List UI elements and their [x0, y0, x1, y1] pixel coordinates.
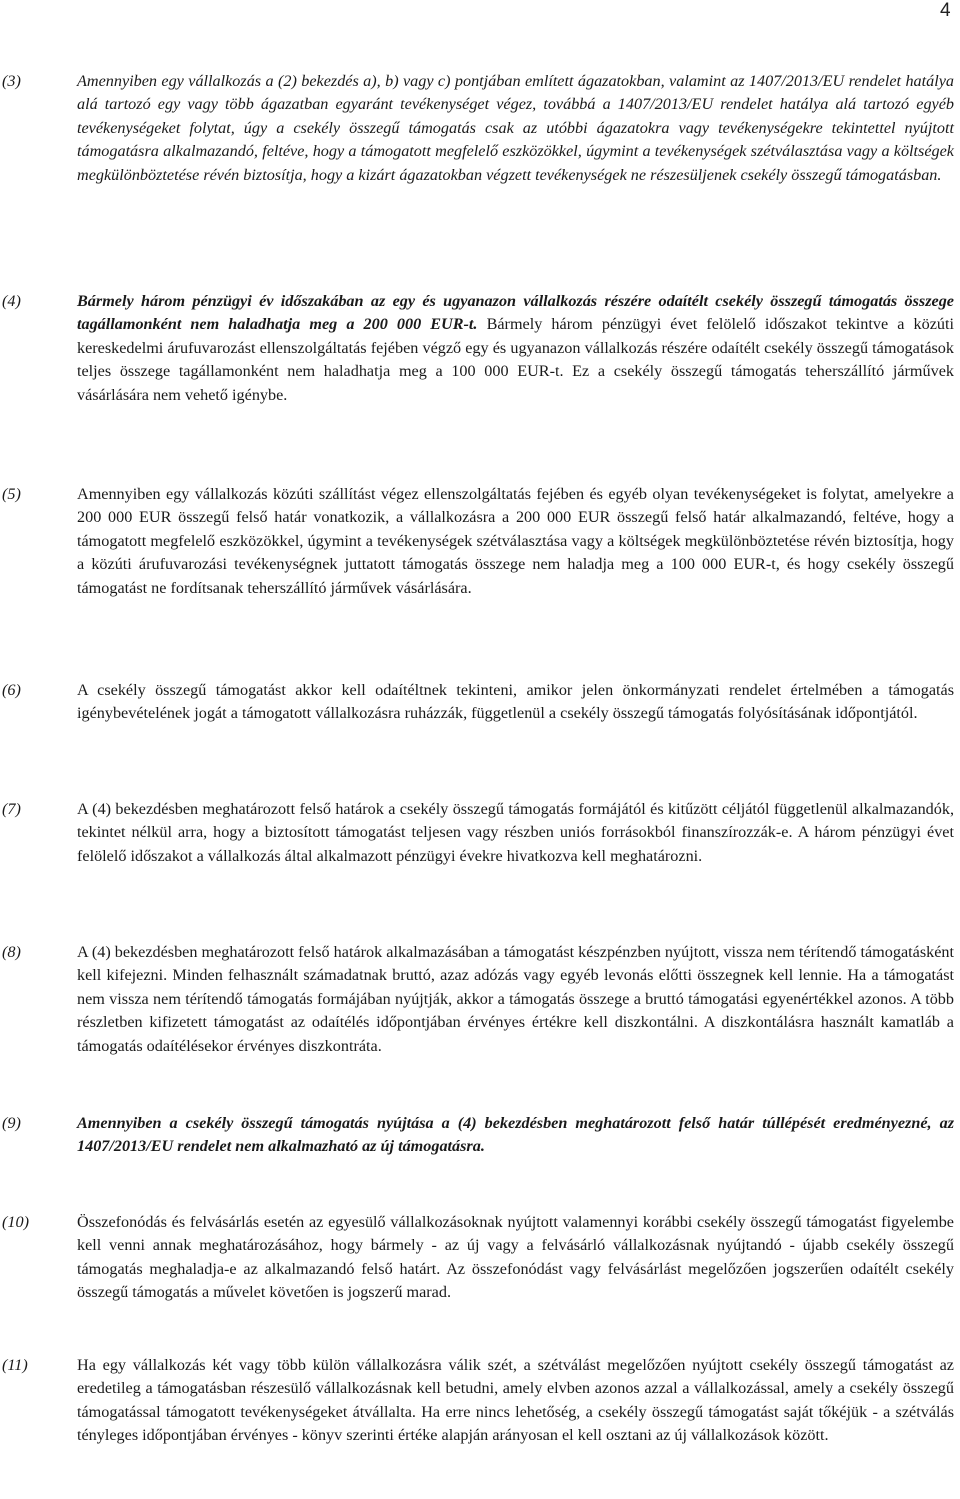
paragraph-text: Amennyiben egy vállalkozás közúti szállítást végez ellenszolgáltatás fejében és egyéb olyan tevékenységeket is folytat, amelyekre a 200 000 EUR összegű felső határ vonatkozik, a vállalkozásra a 200 000 EUR összegű felső határ alkalmazandó, feltéve, hogy a támogatott megfelelő eszközökkel, úgymint a tevékenységek szétválasztása vagy a költségek megkülönböztetése révén biztosítja, hogy a közúti árufuvarozási tevékenységnek juttatott támogatás összege nem haladja meg a 100 000 EUR-t, és hogy csekély összegű támogatást ne fordítsanak teherszállító járművek vásárlására. — [77, 485, 954, 597]
paragraph-text: Amennyiben a csekély összegű támogatás nyújtása a (4) bekezdésben meghatározott felső határ túllépését eredményezné, az 1407/2013/EU rendelet nem alkalmazható az új támogatásra. — [77, 1114, 954, 1156]
paragraph-text: Ha egy vállalkozás két vagy több külön vállalkozásra válik szét, a szétválást megelőzően nyújtott csekély összegű támogatást az eredetileg a támogatásban részesülő vállalkozásnak kell betudni, amely elvben azonos azzal a vállalkozással, amely a csekély összegű támogatással támogatott tevékenységeket átvállalta. Ha erre nincs lehetőség, a csekély összegű támogatást saját tőkéjük - a szétválás tényleges időpontjában érvényes - könyv szerinti értéke alapján arányosan el kell osztani az új vállalkozások között. — [77, 1356, 954, 1445]
paragraph-bold-text: Bármely három pénzügyi év időszakában az egy és ugyanazon vállalkozás részére odaítélt csekély összegű támogatás összege tagállamonként nem haladhatja meg a 200 000 EUR-t. — [77, 292, 954, 334]
paragraph-text: Összefonódás és felvásárlás esetén az egyesülő vállalkozásoknak nyújtott valamennyi korábbi csekély összegű támogatást figyelembe kell venni annak meghatározásához, hogy bármely - az új vagy a felvásárló vállalkozásnak nyújtandó - újabb csekély összegű támogatás meghaladja-e az alkalmazandó felső határt. Az összefonódást vagy felvásárlást megelőzően jogszerűen odaítélt csekély összegű támogatás a művelet követően is jogszerű marad. — [77, 1213, 954, 1302]
paragraph-text: A (4) bekezdésben meghatározott felső határok a csekély összegű támogatás formájától és kitűzött céljától függetlenül alkalmazandók, tekintet nélkül arra, hogy a biztosított támogatást teljesen vagy részben uniós forrásokból finanszírozzák-e. A három pénzügyi évet felölelő időszakot a vállalkozás által alkalmazott pénzügyi évekre hivatkozva kell meghatározni. — [77, 800, 954, 865]
paragraph-text: Amennyiben egy vállalkozás a (2) bekezdés a), b) vagy c) pontjában említett ágazatokban, valamint az 1407/2013/EU rendelet hatálya alá tartozó egy vagy több ágazatban egyaránt tevékenységet végez, továbbá a 1407/2013/EU rendelet hatálya alá tartozó egyéb tevékenységeket folytat, úgy a csekély összegű támogatás csak az utóbbi ágazatokra vagy tevékenységekre tekintettel nyújtott támogatásra alkalmazandó, feltéve, hogy a támogatott megfelelő eszközökkel, úgymint a tevékenységek szétválasztása vagy a költségek megkülönböztetése révén biztosítja, hogy a kizárt ágazatokban végzett tevékenységek ne részesüljenek csekély összegű támogatásban. — [77, 72, 954, 184]
page-number: 4 — [940, 0, 951, 21]
paragraph-regular-text: Bármely három pénzügyi évet felölelő időszakot tekintve a közúti kereskedelmi árufuvarozást ellenszolgáltatás fejében végző egy és ugyanazon vállalkozás részére odaítélt csekély összegű támogatások teljes összege tagállamonként nem haladhatja meg a 100 000 EUR-t. Ez a csekély összegű támogatás teherszállító járművek vásárlására nem vehető igénybe. — [77, 315, 954, 404]
paragraph-text: A csekély összegű támogatást akkor kell odaítéltnek tekinteni, amikor jelen önkormányzati rendelet értelmében a támogatás igénybevételének jogát a támogatott vállalkozásra ruházzák, függetlenül a csekély összegű támogatás folyósításának időpontjától. — [77, 681, 954, 723]
paragraph-number: (5) — [2, 485, 21, 503]
paragraph-number: (11) — [2, 1356, 28, 1374]
paragraph-number: (3) — [2, 72, 21, 90]
paragraph-text: A (4) bekezdésben meghatározott felső határok alkalmazásában a támogatást készpénzben nyújtott, vissza nem térítendő támogatásként kell kifejezni. Minden felhasznált számadatnak bruttó, azaz adózás vagy egyéb levonás előtti összegnek kell lennie. Ha a támogatást nem vissza nem térítendő támogatás formájában nyújtják, akkor a támogatás összege a bruttó támogatási egyenértékkel azonos. A több részletben kifizetett támogatást az odaítélés időpontjában érvényes értékre kell diszkontálni. A diszkontálásra használt kamatláb a támogatás odaítélésekor érvényes diszkontráta. — [77, 943, 954, 1055]
paragraph-number: (8) — [2, 943, 21, 961]
paragraph-number: (9) — [2, 1114, 21, 1132]
paragraph-number: (10) — [2, 1213, 29, 1231]
paragraph-number: (4) — [2, 292, 21, 310]
paragraph-number: (6) — [2, 681, 21, 699]
paragraph-number: (7) — [2, 800, 21, 818]
paragraph-text — [77, 290, 954, 407]
